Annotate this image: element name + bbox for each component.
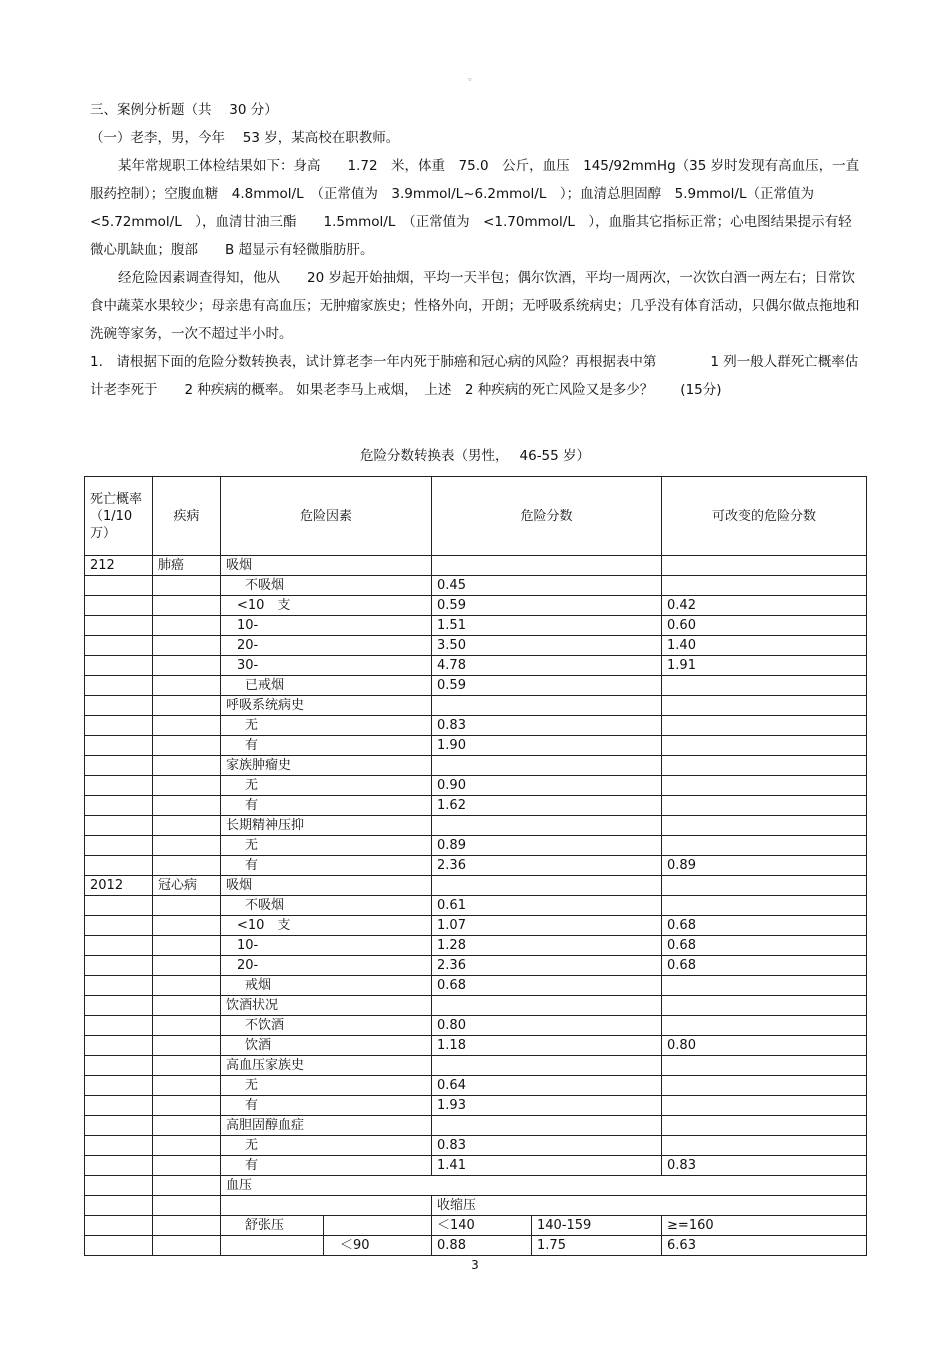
cell-risk-factor: 无: [221, 836, 432, 856]
cell-modifiable-score: 0.68: [662, 916, 867, 936]
cell-empty: [153, 1176, 221, 1196]
cell-death-prob: [85, 916, 153, 936]
cell-risk-factor: 已戒烟: [221, 676, 432, 696]
cell-disease: [153, 956, 221, 976]
cell-death-prob: [85, 656, 153, 676]
cell-disease: [153, 656, 221, 676]
cell-disease: [153, 796, 221, 816]
cell-modifiable-score: [662, 1096, 867, 1116]
table-row: [85, 836, 867, 856]
cell-modifiable-score: 1.40: [662, 636, 867, 656]
table-row: [85, 816, 867, 836]
cell-risk-factor: 无: [221, 716, 432, 736]
cell-modifiable-score: [662, 1016, 867, 1036]
cell-risk-factor: 无: [221, 1076, 432, 1096]
cell-death-prob: [85, 976, 153, 996]
cell-risk-factor: 不饮酒: [221, 1016, 432, 1036]
cell-modifiable-score: [662, 576, 867, 596]
cell-empty: [153, 1236, 221, 1256]
cell-risk-factor: 无: [221, 1136, 432, 1156]
cell-disease: [153, 816, 221, 836]
risk-score-table: [84, 476, 867, 1256]
table-row: [85, 976, 867, 996]
cell-risk-factor: 饮酒: [221, 1036, 432, 1056]
page-number: 3: [471, 1258, 479, 1272]
table-row: [85, 776, 867, 796]
table-row: [85, 1096, 867, 1116]
cell-modifiable-score: [662, 1076, 867, 1096]
table-caption: 危险分数转换表（男性， 46-55 岁）: [359, 448, 591, 464]
cell-empty: [221, 1236, 324, 1256]
cell-disease: [153, 976, 221, 996]
question-1: 1. 请根据下面的危险分数转换表，试计算老李一年内死于肺癌和冠心病的风险？再根据表中第 1 列一般人群死亡概率估计老李死于 2 种疾病的概率。 如果老李马上戒烟， 上述 2 种疾病的死亡风险又是多少？ (15分): [90, 354, 859, 398]
cell-modifiable-score: [662, 1056, 867, 1076]
cell-risk-factor: 不吸烟: [221, 576, 432, 596]
cell-risk-factor: 有: [221, 856, 432, 876]
cell-disease: [153, 636, 221, 656]
cell-modifiable-score: [662, 816, 867, 836]
cell-risk-factor: 无: [221, 776, 432, 796]
table-row: [85, 1036, 867, 1056]
cell-disease: [153, 836, 221, 856]
cell-death-prob: 2012: [85, 876, 153, 896]
cell-modifiable-score: 0.83: [662, 1156, 867, 1176]
cell-risk-factor: <10 支: [221, 596, 432, 616]
cell-death-prob: [85, 1076, 153, 1096]
cell-risk-score: 1.62: [432, 796, 662, 816]
cell-modifiable-score: [662, 876, 867, 896]
cell-risk-factor: 有: [221, 1096, 432, 1116]
cell-death-prob: 212: [85, 556, 153, 576]
cell-modifiable-score: [662, 796, 867, 816]
cell-empty: [85, 1176, 153, 1196]
cell-risk-factor: 有: [221, 1156, 432, 1176]
cell-disease: [153, 936, 221, 956]
cell-modifiable-score: [662, 996, 867, 1016]
cell-death-prob: [85, 716, 153, 736]
table-row: [85, 576, 867, 596]
table-row: [85, 1156, 867, 1176]
cell-disease: [153, 1116, 221, 1136]
cell-disease: [153, 696, 221, 716]
cell-risk-score: 0.90: [432, 776, 662, 796]
table-row: [85, 596, 867, 616]
case-intro: （一）老李，男，今年 53 岁，某高校在职教师。: [90, 130, 400, 146]
cell-death-prob: [85, 776, 153, 796]
table-row-diastolic-header: [85, 1216, 867, 1236]
table-row: [85, 556, 867, 576]
cell-disease: [153, 856, 221, 876]
cell-death-prob: [85, 736, 153, 756]
table-row: [85, 696, 867, 716]
cell-disease: [153, 1016, 221, 1036]
table-row: [85, 1116, 867, 1136]
cell-death-prob: [85, 1096, 153, 1116]
table-row: [85, 856, 867, 876]
table-row: [85, 916, 867, 936]
table-row: [85, 896, 867, 916]
table-row: [85, 1136, 867, 1156]
table-row: [85, 796, 867, 816]
cell-risk-score: 0.83: [432, 716, 662, 736]
cell-risk-factor: 呼吸系统病史: [221, 696, 432, 716]
cell-death-prob: [85, 1136, 153, 1156]
cell-systolic-range: ≥=160: [662, 1216, 867, 1236]
cell-disease: [153, 776, 221, 796]
cell-death-prob: [85, 796, 153, 816]
cell-modifiable-score: 0.89: [662, 856, 867, 876]
header-disease: 疾病: [153, 477, 221, 556]
cell-systolic-range: 140-159: [532, 1216, 662, 1236]
table-row: [85, 1056, 867, 1076]
cell-disease: [153, 1156, 221, 1176]
paragraph-risk-factors: 经危险因素调查得知，他从 20 岁起开始抽烟，平均一天半包；偶尔饮酒，平均一周两次，一次饮白酒一两左右；日常饮食中蔬菜水果较少；母亲患有高血压；无肿瘤家族史；性格外向，开朗；无呼吸系统病史；几乎没有体育活动，只偶尔做点拖地和洗碗等家务，一次不超过半小时。: [90, 270, 860, 342]
cell-death-prob: [85, 616, 153, 636]
cell-disease: [153, 576, 221, 596]
cell-risk-score: 0.83: [432, 1136, 662, 1156]
header-modifiable-score: 可改变的危险分数: [662, 477, 867, 556]
cell-risk-score: 2.36: [432, 956, 662, 976]
table-row: [85, 736, 867, 756]
cell-risk-score: 1.90: [432, 736, 662, 756]
cell-death-prob: [85, 1016, 153, 1036]
cell-death-prob: [85, 936, 153, 956]
cell-risk-score: 1.51: [432, 616, 662, 636]
cell-risk-score: 1.18: [432, 1036, 662, 1056]
cell-disease: [153, 736, 221, 756]
cell-death-prob: [85, 896, 153, 916]
cell-disease: [153, 756, 221, 776]
cell-disease: [153, 716, 221, 736]
cell-death-prob: [85, 816, 153, 836]
cell-death-prob: [85, 1116, 153, 1136]
cell-modifiable-score: [662, 716, 867, 736]
table-row: [85, 996, 867, 1016]
cell-disease: 肺癌: [153, 556, 221, 576]
cell-risk-score: [432, 1116, 662, 1136]
cell-death-prob: [85, 1036, 153, 1056]
cell-risk-score: [432, 1056, 662, 1076]
cell-risk-score: 3.50: [432, 636, 662, 656]
cell-empty: [85, 1236, 153, 1256]
cell-risk-factor: 长期精神压抑: [221, 816, 432, 836]
top-mark: 。: [468, 72, 478, 83]
section-title: 三、案例分析题（共 30 分）: [90, 102, 278, 118]
cell-death-prob: [85, 636, 153, 656]
cell-risk-score: 0.59: [432, 676, 662, 696]
cell-risk-factor: 高血压家族史: [221, 1056, 432, 1076]
cell-risk-score: 0.45: [432, 576, 662, 596]
cell-systolic-label: 收缩压: [432, 1196, 867, 1216]
table-row-diastolic: [85, 1236, 867, 1256]
table-row: [85, 616, 867, 636]
document-body: [90, 96, 865, 404]
table-row-systolic: [85, 1196, 867, 1216]
cell-death-prob: [85, 996, 153, 1016]
cell-disease: 冠心病: [153, 876, 221, 896]
cell-risk-score: 0.68: [432, 976, 662, 996]
cell-risk-score: 1.07: [432, 916, 662, 936]
cell-modifiable-score: [662, 1136, 867, 1156]
cell-bp-score: 0.88: [432, 1236, 532, 1256]
cell-risk-score: [432, 816, 662, 836]
cell-bp-label: 血压: [221, 1176, 867, 1196]
cell-modifiable-score: 0.42: [662, 596, 867, 616]
table-row: [85, 956, 867, 976]
cell-modifiable-score: [662, 1116, 867, 1136]
cell-risk-factor: 30-: [221, 656, 432, 676]
table-row: [85, 936, 867, 956]
cell-death-prob: [85, 576, 153, 596]
cell-risk-score: 0.64: [432, 1076, 662, 1096]
cell-modifiable-score: 0.80: [662, 1036, 867, 1056]
table-row: [85, 656, 867, 676]
cell-risk-score: [432, 696, 662, 716]
cell-modifiable-score: [662, 896, 867, 916]
cell-modifiable-score: [662, 696, 867, 716]
cell-death-prob: [85, 856, 153, 876]
cell-risk-factor: 10-: [221, 616, 432, 636]
cell-risk-factor: 吸烟: [221, 876, 432, 896]
cell-empty: [85, 1216, 153, 1236]
cell-risk-factor: 戒烟: [221, 976, 432, 996]
cell-death-prob: [85, 596, 153, 616]
cell-risk-score: 0.89: [432, 836, 662, 856]
cell-risk-factor: 吸烟: [221, 556, 432, 576]
cell-disease: [153, 1076, 221, 1096]
table-row: [85, 756, 867, 776]
cell-death-prob: [85, 836, 153, 856]
table-row: [85, 1016, 867, 1036]
cell-risk-factor: 饮酒状况: [221, 996, 432, 1016]
table-row-bp: [85, 1176, 867, 1196]
cell-risk-score: 2.36: [432, 856, 662, 876]
cell-empty: [324, 1216, 432, 1236]
table-row: [85, 1076, 867, 1096]
header-risk-factor: 危险因素: [221, 477, 432, 556]
cell-risk-factor: 有: [221, 736, 432, 756]
cell-risk-score: [432, 996, 662, 1016]
cell-diastolic-range: ＜90: [324, 1236, 432, 1256]
table-row: [85, 716, 867, 736]
cell-death-prob: [85, 696, 153, 716]
cell-death-prob: [85, 1156, 153, 1176]
cell-disease: [153, 916, 221, 936]
cell-bp-score: 1.75: [532, 1236, 662, 1256]
cell-risk-score: 0.61: [432, 896, 662, 916]
cell-disease: [153, 676, 221, 696]
cell-empty: [153, 1196, 221, 1216]
cell-modifiable-score: 0.60: [662, 616, 867, 636]
cell-disease: [153, 1036, 221, 1056]
cell-risk-factor: 20-: [221, 636, 432, 656]
cell-disease: [153, 1096, 221, 1116]
cell-modifiable-score: [662, 976, 867, 996]
table-row: [85, 876, 867, 896]
cell-risk-factor: 不吸烟: [221, 896, 432, 916]
cell-diastolic-label: 舒张压: [221, 1216, 324, 1236]
risk-table-body: [85, 477, 867, 1256]
cell-risk-factor: 10-: [221, 936, 432, 956]
cell-bp-score: 6.63: [662, 1236, 867, 1256]
cell-modifiable-score: [662, 776, 867, 796]
cell-risk-score: 0.59: [432, 596, 662, 616]
cell-disease: [153, 1136, 221, 1156]
cell-death-prob: [85, 1056, 153, 1076]
cell-risk-factor: <10 支: [221, 916, 432, 936]
cell-risk-factor: 高胆固醇血症: [221, 1116, 432, 1136]
cell-empty: [85, 1196, 153, 1216]
cell-modifiable-score: [662, 836, 867, 856]
paragraph-exam-results: 某年常规职工体检结果如下：身高 1.72 米，体重 75.0 公斤，血压 145/92mmHg（35 岁时发现有高血压，一直服药控制）；空腹血糖 4.8mmol/L （正常值为 3.9mmol/L~6.2mmol/L ）；血清总胆固醇 5.9mmol/L（正常值为 <5.72mmol/L ），血清甘油三酯 1.5mmol/L （正常值为 <1.70mmol/L ），血脂其它指标正常；心电图结果提示有轻微心肌缺血；腹部 B 超显示有轻微脂肪肝。: [90, 158, 860, 258]
cell-modifiable-score: 0.68: [662, 936, 867, 956]
cell-risk-factor: 有: [221, 796, 432, 816]
cell-disease: [153, 616, 221, 636]
cell-risk-score: [432, 556, 662, 576]
cell-death-prob: [85, 756, 153, 776]
cell-systolic-range: ＜140: [432, 1216, 532, 1236]
cell-disease: [153, 896, 221, 916]
cell-modifiable-score: [662, 756, 867, 776]
cell-death-prob: [85, 676, 153, 696]
cell-death-prob: [85, 956, 153, 976]
cell-risk-score: 0.80: [432, 1016, 662, 1036]
cell-disease: [153, 996, 221, 1016]
table-header-row: [85, 477, 867, 556]
cell-disease: [153, 1056, 221, 1076]
cell-disease: [153, 596, 221, 616]
cell-risk-score: [432, 876, 662, 896]
cell-risk-factor: 20-: [221, 956, 432, 976]
header-death-prob: 死亡概率（1/10万）: [85, 477, 153, 556]
table-row: [85, 636, 867, 656]
cell-modifiable-score: [662, 556, 867, 576]
cell-modifiable-score: 1.91: [662, 656, 867, 676]
cell-risk-score: 1.93: [432, 1096, 662, 1116]
header-risk-score: 危险分数: [432, 477, 662, 556]
cell-modifiable-score: 0.68: [662, 956, 867, 976]
cell-risk-factor: 家族肿瘤史: [221, 756, 432, 776]
cell-risk-score: 1.41: [432, 1156, 662, 1176]
cell-risk-score: 4.78: [432, 656, 662, 676]
cell-risk-score: [432, 756, 662, 776]
cell-modifiable-score: [662, 676, 867, 696]
cell-empty: [153, 1216, 221, 1236]
table-row: [85, 676, 867, 696]
cell-risk-score: 1.28: [432, 936, 662, 956]
cell-modifiable-score: [662, 736, 867, 756]
cell-empty: [221, 1196, 432, 1216]
